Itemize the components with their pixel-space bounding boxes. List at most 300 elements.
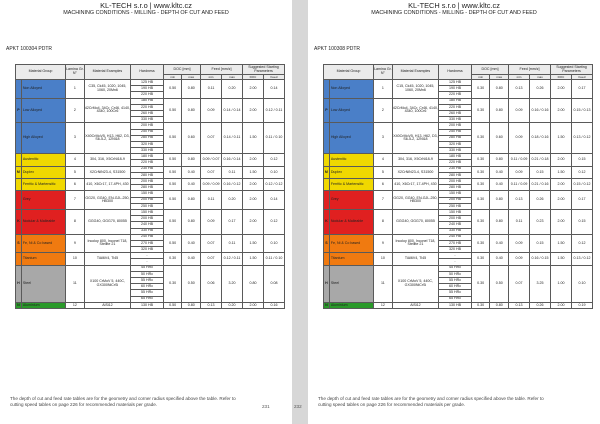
doc-max: 0.80 (490, 80, 509, 99)
page-subtitle: MACHINING CONDITIONS - MILLING - DEPTH OF CUT AND FEED (63, 10, 229, 16)
hardness-value: 200 HB (131, 197, 164, 203)
feed-min: 0.11 (509, 209, 530, 234)
iso-code: K (324, 209, 330, 234)
feed-max: 0.26 (530, 80, 551, 99)
hardness-value: 130 HB (131, 302, 164, 308)
hardness-value: 55 HRc (131, 290, 164, 296)
doc-max: 0.40 (182, 234, 201, 253)
feed-max: 0.11 (222, 166, 243, 178)
footnote: The depth of cut and feed rate tables are for the geometry and corner radius specified above the table. Refer to cutting speed tables on page 226 for recommended materials per grade. (10, 396, 236, 407)
doc-max: 0.60 (182, 123, 201, 154)
feed-min: 0.13 (509, 302, 530, 308)
hardness-value: 60 HRc (439, 284, 472, 290)
feed-max: 3.20 (222, 265, 243, 302)
hardness-value: 220 HB (439, 160, 472, 166)
material-examples: 410, X6Cr17, 17-4PH, 430 (84, 179, 131, 191)
hardness-value: 150 HB (131, 209, 164, 215)
doc-min: 0.30 (471, 191, 490, 210)
hardness-value: 150 HB (439, 191, 472, 197)
page-subtitle: MACHINING CONDITIONS - MILLING - DEPTH OF CUT AND FEED (371, 10, 537, 16)
suggested-doc: 1.00 (551, 265, 572, 302)
material-group: Austenitic (21, 154, 65, 166)
suggested-feed: 0.15 (571, 154, 592, 166)
cutting-data-table (15, 64, 285, 309)
hardness-value: 60 HRc (131, 284, 164, 290)
hardness-value: 320 HB (439, 141, 472, 147)
material-examples: AlSi12 (392, 302, 439, 308)
doc-max: 0.40 (182, 166, 201, 178)
material-group: Ferritic & Martensitic (21, 179, 65, 191)
lamina-group-number: 12 (374, 302, 393, 308)
doc-max: 0.80 (490, 302, 509, 308)
hardness-value: 200 HB (131, 123, 164, 129)
hardness-value: 180 HB (439, 98, 472, 104)
lamina-group-number: 9 (66, 234, 85, 253)
hardness-value: 180 HB (131, 98, 164, 104)
suggested-feed: 0.15 / 0.12 (571, 179, 592, 191)
feed-min: 0.07 (201, 234, 222, 253)
hardness-value: 55 HRc (131, 278, 164, 284)
hardness-value: 240 HB (131, 234, 164, 240)
material-group: Aluminium (329, 302, 373, 308)
lamina-group-number: 6 (374, 179, 393, 191)
material-group: Steel (329, 265, 373, 302)
hardness-value: 55 HRc (439, 290, 472, 296)
suggested-doc: 2.00 (243, 154, 264, 166)
feed-min: 0.09 (509, 253, 530, 265)
column-header: Hardness (131, 65, 164, 80)
hardness-value: 280 HB (131, 135, 164, 141)
hardness-value: 230 HB (131, 166, 164, 172)
suggested-feed: 0.11 / 0.10 (263, 253, 284, 265)
feed-max: 0.14 / 0.11 (222, 123, 243, 154)
feed-min: 0.11 (201, 80, 222, 99)
hardness-value: 220 HB (131, 92, 164, 98)
material-group: Aluminium (21, 302, 65, 308)
hardness-value: 190 HB (439, 86, 472, 92)
hardness-value: 180 HB (439, 154, 472, 160)
hardness-value: 250 HB (131, 203, 164, 209)
company-header: KL-TECH s.r.o | www.kltc.cz (408, 1, 500, 10)
material-group: Grey (21, 191, 65, 210)
lamina-group-number: 9 (374, 234, 393, 253)
doc-max: 0.80 (182, 209, 201, 234)
doc-max: 0.80 (490, 191, 509, 210)
suggested-feed: 0.12 (263, 154, 284, 166)
table-row (324, 302, 593, 308)
material-examples: X2CrNiN23-4, S31500 (392, 166, 439, 178)
feed-min: 0.09 (201, 209, 222, 234)
table-header (16, 65, 285, 75)
material-group: Steel (21, 265, 65, 302)
doc-min: 0.30 (471, 154, 490, 166)
feed-max: 0.12 / 0.11 (222, 253, 243, 265)
column-header: Feed [mm/z] (509, 65, 551, 75)
suggested-feed: 0.15 / 0.13 (571, 98, 592, 123)
subheader-cell: Feed (263, 75, 284, 80)
lamina-group-number: 4 (66, 154, 85, 166)
hardness-value: 65 HRc (439, 296, 472, 302)
hardness-value: 240 HB (439, 222, 472, 228)
material-group: High Alloyed (329, 123, 373, 154)
lamina-group-number: 2 (66, 98, 85, 123)
material-group: Non Alloyed (21, 80, 65, 99)
hardness-value: 250 HB (439, 129, 472, 135)
catalog-page-left (0, 0, 292, 424)
doc-max: 0.40 (490, 234, 509, 253)
feed-min: 0.13 (509, 80, 530, 99)
material-examples: TiAl6V4, Ti45 (392, 253, 439, 265)
hardness-value: 190 HB (131, 86, 164, 92)
hardness-value: 220 HB (439, 92, 472, 98)
doc-min: 0.30 (471, 234, 490, 253)
material-group: Duplex (21, 166, 65, 178)
hardness-value: 200 HB (439, 179, 472, 185)
material-examples: C35, Ck45, 1020, 1045, 1060, 20Mn6 (84, 80, 131, 99)
doc-min: 0.30 (471, 209, 490, 234)
hardness-value: 330 HB (131, 228, 164, 234)
suggested-feed: 0.12 / 0.12 (263, 179, 284, 191)
material-examples: 42CrMo4, 34Cr, Cr46, 4140, 4340, 100Cr6 (392, 98, 439, 123)
suggested-doc: 1.50 (243, 166, 264, 178)
suggested-feed: 0.17 (571, 191, 592, 210)
subheader-cell: max (182, 75, 201, 80)
lamina-group-number: 1 (374, 80, 393, 99)
cutting-data-table (323, 64, 593, 309)
suggested-feed: 0.13 / 0.12 (571, 253, 592, 265)
lamina-group-number: 10 (374, 253, 393, 265)
iso-code: P (16, 98, 22, 123)
feed-max: 0.14 / 0.14 (222, 98, 243, 123)
hardness-value: 125 HB (439, 80, 472, 86)
feed-min: 0.07 (201, 253, 222, 265)
feed-min: 0.09 / 0.09 (201, 179, 222, 191)
feed-min: 0.11 / 0.09 (509, 179, 530, 191)
hardness-value: 125 HB (131, 80, 164, 86)
suggested-feed: 0.08 (263, 265, 284, 302)
lamina-group-number: 7 (66, 191, 85, 210)
doc-min: 0.30 (471, 123, 490, 154)
table-row (16, 302, 285, 308)
hardness-value: 280 HB (131, 172, 164, 178)
subheader-cell: max (490, 75, 509, 80)
material-examples: TiAl6V4, Ti45 (84, 253, 131, 265)
iso-code: S (16, 234, 22, 253)
suggested-feed: 0.14 (263, 191, 284, 210)
material-examples: GGG40, GGG70, 80055 (392, 209, 439, 234)
material-examples: X100 CrMoV 5, 440C, GX300NiCrSi (392, 265, 439, 302)
material-group: Grey (329, 191, 373, 210)
hardness-value: 330 HB (439, 228, 472, 234)
suggested-doc: 1.50 (243, 234, 264, 253)
doc-max: 0.50 (182, 265, 201, 302)
material-group: Low Alloyed (21, 98, 65, 123)
material-examples: 410, X6Cr17, 17-4PH, 430 (392, 179, 439, 191)
lamina-group-number: 8 (66, 209, 85, 234)
hardness-value: 280 HB (439, 185, 472, 191)
feed-max: 0.16 / 0.14 (222, 154, 243, 166)
column-header: DOC [mm] (471, 65, 508, 75)
doc-max: 0.80 (490, 154, 509, 166)
doc-min: 0.50 (163, 234, 182, 253)
doc-max: 0.40 (182, 253, 201, 265)
doc-min: 0.50 (163, 166, 182, 178)
hardness-value: 200 HB (131, 179, 164, 185)
material-group: Titanium (21, 253, 65, 265)
column-header: Hardness (439, 65, 472, 80)
feed-max: 0.15 (530, 234, 551, 253)
hardness-value: 330 HB (131, 117, 164, 123)
doc-max: 0.40 (490, 179, 509, 191)
subheader-cell: Feed (571, 75, 592, 80)
material-examples: X2CrNiN23-4, S31500 (84, 166, 131, 178)
hardness-value: 320 HB (439, 247, 472, 253)
hardness-value: 150 HB (439, 209, 472, 215)
doc-min: 0.50 (163, 179, 182, 191)
column-header: Lamina Gr. N° (374, 65, 393, 80)
hardness-value: 270 HB (439, 240, 472, 246)
iso-code: M (324, 166, 330, 178)
feed-max: 0.21 / 0.18 (530, 154, 551, 166)
doc-max: 0.40 (182, 179, 201, 191)
column-header: Material Group (16, 65, 66, 80)
feed-min: 0.09 (509, 98, 530, 123)
hardness-value: 200 HB (439, 197, 472, 203)
suggested-feed: 0.12 (571, 234, 592, 253)
column-header: Suggested Starting Parameters (551, 65, 593, 75)
feed-min: 0.09 (201, 98, 222, 123)
feed-max: 0.20 (222, 80, 243, 99)
doc-min: 0.50 (163, 98, 182, 123)
iso-code: H (16, 265, 22, 302)
suggested-doc: 2.00 (551, 209, 572, 234)
suggested-feed: 0.12 (571, 166, 592, 178)
suggested-doc: 2.00 (243, 98, 264, 123)
lamina-group-number: 11 (374, 265, 393, 302)
doc-min: 0.30 (163, 265, 182, 302)
suggested-doc: 2.00 (551, 80, 572, 99)
doc-min: 0.50 (163, 191, 182, 210)
column-header: Material Group (324, 65, 374, 80)
hardness-value: 330 HB (131, 148, 164, 154)
suggested-feed: 0.11 / 0.10 (263, 123, 284, 154)
material-examples: C15, Ck45, 1020, 1045, 1060, 20Mn6 (392, 80, 439, 99)
hardness-value: 330 HB (439, 148, 472, 154)
suggested-doc: 2.00 (551, 191, 572, 210)
table-header (324, 65, 593, 75)
suggested-doc: 2.00 (551, 154, 572, 166)
suggested-doc: 1.50 (243, 253, 264, 265)
lamina-group-number: 10 (66, 253, 85, 265)
doc-min: 0.50 (163, 80, 182, 99)
material-group: Duplex (329, 166, 373, 178)
hardness-value: 130 HB (439, 302, 472, 308)
doc-max: 0.80 (182, 98, 201, 123)
suggested-doc: 2.00 (551, 98, 572, 123)
hardness-value: 50 HRc (131, 271, 164, 277)
doc-min: 0.30 (471, 179, 490, 191)
material-examples: GGG40, GGG70, 80055 (84, 209, 131, 234)
suggested-feed: 0.10 (263, 234, 284, 253)
feed-min: 0.09 (509, 166, 530, 178)
suggested-feed: 0.17 (571, 80, 592, 99)
doc-min: 0.30 (471, 166, 490, 178)
feed-max: 0.16 / 0.12 (222, 179, 243, 191)
suggested-feed: 0.19 (571, 302, 592, 308)
column-header: Feed [mm/z] (201, 65, 243, 75)
suggested-feed: 0.12 (263, 209, 284, 234)
lamina-group-number: 11 (66, 265, 85, 302)
lamina-group-number: 8 (374, 209, 393, 234)
hardness-value: 200 HB (131, 216, 164, 222)
feed-max: 3.25 (530, 265, 551, 302)
suggested-doc: 1.50 (243, 123, 264, 154)
iso-code: N (17, 302, 20, 307)
doc-min: 0.50 (163, 154, 182, 166)
feed-max: 0.20 (222, 302, 243, 308)
suggested-feed: 0.10 (263, 166, 284, 178)
insert-code: APKT 100304 PDTR (6, 46, 53, 52)
doc-max: 0.80 (490, 98, 509, 123)
suggested-feed: 0.15 (571, 209, 592, 234)
doc-max: 0.40 (490, 253, 509, 265)
feed-min: 0.11 (201, 191, 222, 210)
subheader-cell: min (509, 75, 530, 80)
footnote: The depth of cut and feed rate tables are for the geometry and corner radius specified above the table. Refer to cutting speed tables on page 226 for recommended materials per grade. (318, 396, 544, 407)
suggested-doc: 1.50 (551, 253, 572, 265)
doc-min: 0.30 (163, 253, 182, 265)
material-examples: AlSi12 (84, 302, 131, 308)
lamina-group-number: 2 (374, 98, 393, 123)
hardness-value: 280 HB (439, 135, 472, 141)
hardness-value: 330 HB (439, 117, 472, 123)
lamina-group-number: 7 (374, 191, 393, 210)
subheader-cell: min (471, 75, 490, 80)
feed-min: 0.09 (509, 234, 530, 253)
hardness-value: 220 HB (131, 104, 164, 110)
feed-min: 0.07 (201, 123, 222, 154)
hardness-value: 220 HB (131, 160, 164, 166)
hardness-value: 320 HB (131, 247, 164, 253)
material-group: Non Alloyed (329, 80, 373, 99)
material-group: Nodular & Malleable (329, 209, 373, 234)
lamina-group-number: 12 (66, 302, 85, 308)
material-examples: Incoloy 800, Inconel 718, Stellite 21 (84, 234, 131, 253)
suggested-feed: 0.13 / 0.12 (571, 123, 592, 154)
subheader-cell: DOC (551, 75, 572, 80)
hardness-value: 150 HB (131, 191, 164, 197)
doc-max: 0.80 (490, 209, 509, 234)
suggested-doc: 2.00 (243, 191, 264, 210)
doc-min: 0.30 (471, 265, 490, 302)
doc-min: 0.50 (163, 209, 182, 234)
hardness-value: 280 HB (439, 172, 472, 178)
doc-min: 0.30 (471, 80, 490, 99)
catalog-page-right (294, 0, 600, 424)
material-group: Fe, Ni & Co based (21, 234, 65, 253)
hardness-value: 250 HB (439, 203, 472, 209)
material-examples: GG20, GG40, EN-GJL-250, HB300 (392, 191, 439, 210)
lamina-group-number: 5 (66, 166, 85, 178)
suggested-doc: 2.00 (243, 179, 264, 191)
doc-min: 0.50 (163, 302, 182, 308)
lamina-group-number: 3 (374, 123, 393, 154)
suggested-doc: 1.50 (551, 166, 572, 178)
hardness-value: 230 HB (439, 166, 472, 172)
hardness-value: 45 HRc (439, 265, 472, 271)
subheader-cell: min (201, 75, 222, 80)
iso-code: H (324, 265, 330, 302)
doc-max: 0.40 (490, 166, 509, 178)
hardness-value: - (131, 253, 164, 259)
doc-min: 0.50 (163, 123, 182, 154)
hardness-value: 180 HB (131, 154, 164, 160)
page-number: 232 (294, 404, 302, 409)
lamina-group-number: 3 (66, 123, 85, 154)
subheader-cell: min (163, 75, 182, 80)
suggested-feed: 0.10 (571, 265, 592, 302)
subheader-cell: DOC (243, 75, 264, 80)
feed-min: 0.13 (509, 191, 530, 210)
insert-code: APKT 100308 PDTR (314, 46, 361, 52)
feed-min: 0.07 (509, 265, 530, 302)
feed-max: 0.23 (530, 209, 551, 234)
hardness-value: 45 HRc (131, 265, 164, 271)
lamina-group-number: 4 (374, 154, 393, 166)
doc-min: 0.30 (471, 302, 490, 308)
lamina-group-number: 6 (66, 179, 85, 191)
suggested-doc: 2.00 (551, 302, 572, 308)
doc-max: 0.80 (182, 191, 201, 210)
suggested-doc: 0.80 (243, 265, 264, 302)
suggested-doc: 1.50 (551, 123, 572, 154)
suggested-doc: 2.00 (243, 302, 264, 308)
feed-max: 0.16 / 0.15 (530, 253, 551, 265)
material-group: Ferritic & Martensitic (329, 179, 373, 191)
iso-code: N (325, 302, 328, 307)
suggested-doc: 2.00 (551, 179, 572, 191)
material-group: Nodular & Malleable (21, 209, 65, 234)
suggested-doc: 2.00 (243, 80, 264, 99)
hardness-value: 320 HB (131, 141, 164, 147)
hardness-value: 270 HB (131, 240, 164, 246)
feed-min: 0.13 (201, 302, 222, 308)
feed-max: 0.18 / 0.16 (530, 123, 551, 154)
suggested-feed: 0.14 (263, 80, 284, 99)
hardness-value: 200 HB (439, 216, 472, 222)
suggested-feed: 0.16 (263, 302, 284, 308)
hardness-value: 240 HB (131, 222, 164, 228)
hardness-value: 65 HRc (131, 296, 164, 302)
hardness-value: - (131, 259, 164, 265)
feed-max: 0.26 (530, 302, 551, 308)
doc-max: 0.80 (182, 302, 201, 308)
material-examples: 304, 316, X5CrNi18-9 (392, 154, 439, 166)
material-examples: X100 CrMoV 5, 440C, GX300NiCrSi (84, 265, 131, 302)
suggested-doc: 1.50 (551, 234, 572, 253)
doc-min: 0.30 (471, 98, 490, 123)
column-header: Suggested Starting Parameters (243, 65, 285, 75)
iso-code: P (324, 98, 330, 123)
material-examples: GG20, GG40, EN-GJL-250, HB300 (84, 191, 131, 210)
material-examples: X40CrMoV5, H13, H62, D3, S6-5-2, 12Ni18 (392, 123, 439, 154)
doc-min: 0.30 (471, 253, 490, 265)
lamina-group-number: 1 (66, 80, 85, 99)
doc-max: 0.80 (182, 80, 201, 99)
page-number: 231 (262, 404, 270, 409)
material-group: Austenitic (329, 154, 373, 166)
column-header: Material Examples (392, 65, 439, 80)
